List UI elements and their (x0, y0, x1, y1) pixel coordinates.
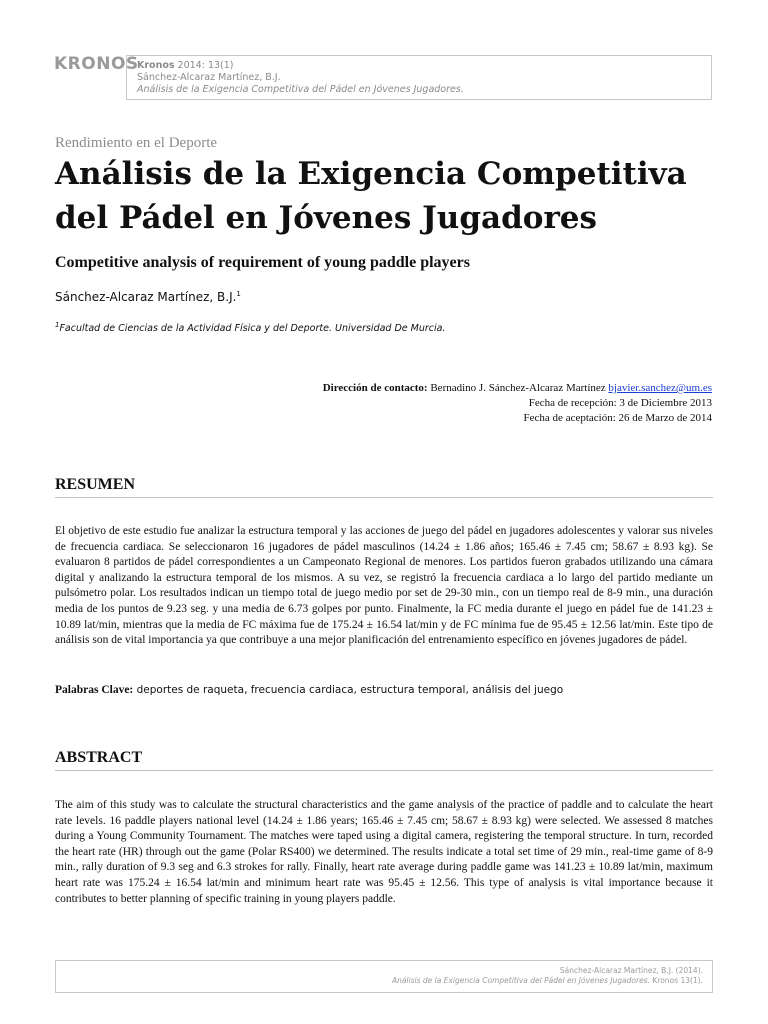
journal-citation (137, 60, 701, 72)
keywords-label: Palabras Clave: (55, 684, 134, 696)
header-author: Sánchez-Alcaraz Martínez, B.J. (137, 72, 281, 83)
abstract-divider (55, 770, 713, 771)
footer-citation: Sánchez-Alcaraz Martínez, B.J. (2014). (559, 966, 703, 975)
keywords-line (55, 684, 713, 696)
section-label: Rendimiento en el Deporte (55, 135, 218, 151)
resumen-heading: RESUMEN (55, 476, 136, 493)
contact-name: Bernadino J. Sánchez-Alcaraz Martínez (427, 382, 609, 394)
page-footer (55, 960, 713, 993)
resumen-text: El objetivo de este estudio fue analizar la estructura temporal y las acciones de juego del pádel en jugadores adolescentes y valorar sus niveles de frecuencia cardiaca. Se seleccionaron 16 jugadores de pádel masculinos (14.24 ± 1.86 años; 165.46 ± 7.45 cm; 58.67 ± 8.93 kg). Se evaluaron 8 partidos de pádel correspondientes a un Campeonato Regional de menores. Los partidos fueron grabados utilizando una cámara digital y analizando la estructura temporal de los mismos. A su vez, se registró la frecuencia cardiaca a lo largo del partido mediante un pulsómetro polar. Los resultados indican un tiempo total de juego medio por set de 29-30 min., con un tiempo real de 8-9 min., una duración media de los puntos de 9.23 seg. y una media de 6.73 golpes por punto. Finalmente, la FC media durante el juego en pádel fue de 141.23 ± 10.89 lat/min, mientras que la media de FC máxima fue de 175.24 ± 16.54 lat/min y de FC mínima fue de 95.45 ± 12.56 lat/min. Este tipo de análisis son de vital importancia ya que contribuye a una mejor planificación del entrenamiento específico en jóvenes jugadores de pádel. (55, 525, 713, 647)
article-title: Análisis de la Exigencia Competitiva del Pádel en Jóvenes Jugadores (55, 156, 687, 236)
contact-block (152, 381, 712, 426)
affiliation (55, 321, 445, 334)
keywords-text: deportes de raqueta, frecuencia cardiaca, estructura temporal, análisis del juego (133, 684, 564, 696)
received-date: Fecha de recepción: 3 de Diciembre 2013 (528, 397, 712, 409)
contact-line (152, 381, 712, 396)
affiliation-superscript: 1 (55, 321, 60, 329)
journal-name: Kronos (137, 60, 175, 71)
resumen-divider (55, 497, 713, 498)
affiliation-text: Facultad de Ciencias de la Actividad Física y del Deporte. Universidad De Murcia. (59, 323, 446, 335)
footer-reference-title: Análisis de la Exigencia Competitiva del Pádel en Jóvenes Jugadores. (391, 976, 650, 985)
journal-logo: KRONOS (54, 54, 139, 74)
running-header (126, 55, 712, 100)
abstract-heading: ABSTRACT (55, 749, 143, 766)
author-name: Sánchez-Alcaraz Martínez, B.J. (55, 290, 237, 304)
footer-reference (65, 976, 703, 986)
contact-email-link[interactable]: bjavier.sanchez@um.es (608, 382, 712, 394)
english-title: Competitive analysis of requirement of young paddle players (55, 254, 470, 271)
journal-issue: 2014: 13(1) (174, 60, 234, 71)
abstract-text: The aim of this study was to calculate the structural characteristics and the game analysis of the practice of paddle and to calculate the heart rate levels. 16 paddle players national level (14.24 ± 1.86 years; 165.46 ± 7.45 cm; 58.67 ± 8.93 kg) were selected. We assessed 8 matches during a Young Community Tournament. The matches were taped using a digital camera, registering the temporal structure. In turn, recorded the heart rate (HR) through out the game (Polar RS400) we determined. The results indicate a total set time of 29 min., real-time game of 8-9 min., rally duration of 9.3 seg and 6.3 strokes for rally. Finally, heart rate average during paddle game was 141.23 ± 10.89 lat/min, maximum heart rate was 175.24 ± 16.54 lat/min and minimum heart rate was 95.45 ± 12.56. This type of analysis is vital importance because it contributes to better planning of specific training in young players paddle. (55, 799, 713, 905)
contact-label: Dirección de contacto: (322, 382, 428, 394)
footer-reference-journal: Kronos 13(1). (650, 976, 703, 985)
author-superscript: 1 (236, 290, 241, 298)
header-title: Análisis de la Exigencia Competitiva del Pádel en Jóvenes Jugadores. (137, 84, 464, 95)
accepted-date: Fecha de aceptación: 26 de Marzo de 2014 (523, 412, 712, 424)
author-line (55, 290, 241, 304)
